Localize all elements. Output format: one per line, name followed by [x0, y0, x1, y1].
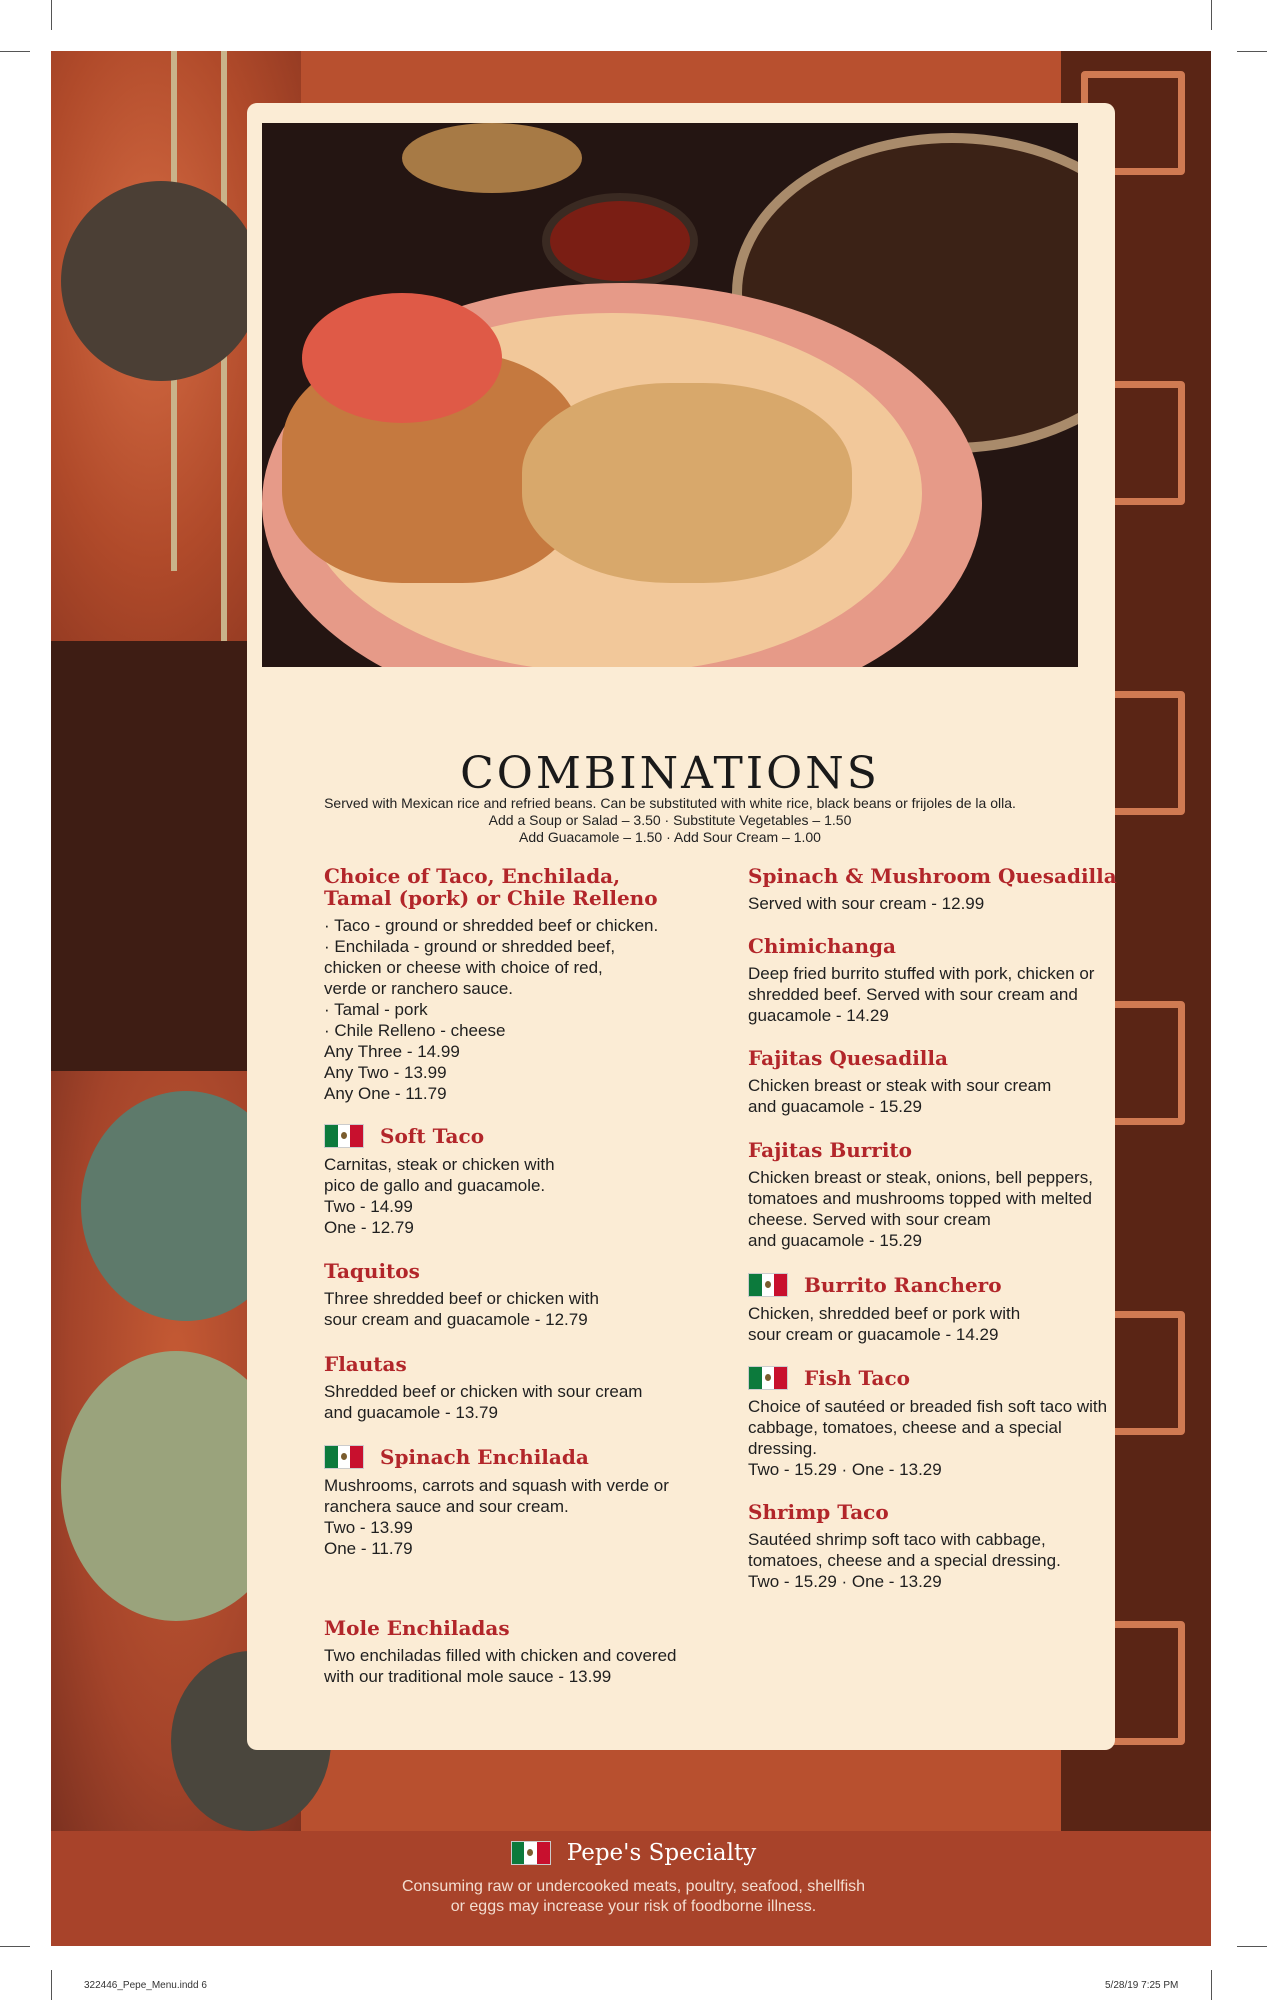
item-title: [324, 1124, 724, 1148]
crop-mark: [1211, 0, 1212, 30]
item-title: [748, 1273, 1148, 1297]
description-line: · Taco - ground or shredded beef or chicken.: [324, 916, 659, 935]
menu-item: [748, 1366, 1148, 1480]
description-line: Chicken, shredded beef or pork with: [748, 1304, 1021, 1323]
crop-mark: [1237, 1946, 1267, 1947]
item-title-line: Choice of Taco, Enchilada,: [324, 864, 621, 888]
description-line: cabbage, tomatoes, cheese and a special: [748, 1418, 1062, 1437]
specialty-legend: [0, 1840, 1267, 1866]
description-line: chicken or cheese with choice of red,: [324, 958, 603, 977]
menu-item: [324, 1617, 724, 1687]
description-line: with our traditional mole sauce - 13.99: [324, 1667, 612, 1686]
crop-mark: [0, 1946, 30, 1947]
item-description: [324, 915, 724, 1104]
mexican-flag-icon: [511, 1841, 551, 1865]
description-line: verde or ranchero sauce.: [324, 979, 513, 998]
description-line: dressing.: [748, 1439, 817, 1458]
description-line: sour cream and guacamole - 12.79: [324, 1310, 588, 1329]
menu-item: [324, 1260, 724, 1330]
item-description: [324, 1154, 724, 1238]
description-line: guacamole - 14.29: [748, 1006, 889, 1025]
combination-plate-photo: [262, 123, 1078, 667]
taco-topping: [302, 293, 502, 423]
menu-item: [324, 1353, 724, 1423]
menu-item: [748, 1501, 1148, 1592]
description-line: · Chile Relleno - cheese: [324, 1021, 506, 1040]
item-description: [324, 1475, 724, 1559]
mexican-flag-icon: [748, 1273, 788, 1297]
item-description: [324, 1645, 724, 1687]
menu-item: [748, 865, 1148, 914]
item-description: [748, 963, 1148, 1026]
crop-mark: [51, 1970, 52, 2000]
price-line: Any One - 11.79: [324, 1084, 447, 1103]
menu-item: [324, 1124, 724, 1238]
section-heading: COMBINATIONS: [460, 748, 880, 799]
disclaimer-line: or eggs may increase your risk of foodborne illness.: [450, 1898, 817, 1915]
salsa-bowl: [542, 193, 698, 289]
item-description: [748, 1303, 1148, 1345]
description-line: sour cream or guacamole - 14.29: [748, 1325, 999, 1344]
item-description: [748, 1396, 1148, 1480]
mexican-flag-icon: [324, 1124, 364, 1148]
item-description: [324, 1288, 724, 1330]
item-description: [748, 893, 1148, 914]
description-line: tomatoes, cheese and a special dressing.: [748, 1551, 1061, 1570]
item-title: [324, 865, 724, 909]
price-line: Two - 15.29 · One - 13.29: [748, 1572, 942, 1591]
item-title: Fajitas Burrito: [748, 1138, 913, 1162]
description-line: Shredded beef or chicken with sour cream: [324, 1382, 643, 1401]
price-line: Any Three - 14.99: [324, 1042, 460, 1061]
description-line: Carnitas, steak or chicken with: [324, 1155, 555, 1174]
item-title-text: Spinach Enchilada: [380, 1445, 589, 1469]
description-line: Served with sour cream - 12.99: [748, 894, 985, 913]
item-title: Spinach & Mushroom Quesadilla: [748, 864, 1117, 888]
specialty-label: Pepe's Specialty: [566, 1840, 757, 1866]
crop-mark: [1211, 1970, 1212, 2000]
price-line: Two - 15.29 · One - 13.29: [748, 1460, 942, 1479]
description-line: Three shredded beef or chicken with: [324, 1289, 599, 1308]
menu-item: [748, 935, 1148, 1026]
menu-item: [324, 1445, 724, 1559]
enchilada: [522, 383, 852, 583]
description-line: Deep fried burrito stuffed with pork, chicken or: [748, 964, 1095, 983]
item-description: [748, 1167, 1148, 1251]
menu-item: [748, 1047, 1148, 1117]
food-safety-disclaimer: [0, 1877, 1267, 1917]
print-slug-date: 5/28/19 7:25 PM: [1105, 1980, 1179, 1991]
menu-item: [748, 1273, 1148, 1345]
item-description: [324, 1381, 724, 1423]
mexican-flag-icon: [324, 1445, 364, 1469]
description-line: pico de gallo and guacamole.: [324, 1176, 546, 1195]
print-slug-file: 322446_Pepe_Menu.indd 6: [84, 1980, 207, 1991]
subheading-line: Add a Soup or Salad – 3.50 · Substitute Vegetables – 1.50: [488, 812, 852, 828]
description-line: shredded beef. Served with sour cream and: [748, 985, 1078, 1004]
crop-mark: [51, 0, 52, 30]
menu-item: [324, 865, 724, 1104]
price-line: Two - 13.99: [324, 1518, 413, 1537]
menu-item: [748, 1139, 1148, 1251]
item-title: [748, 1366, 1148, 1390]
item-title-text: Burrito Ranchero: [804, 1273, 1002, 1297]
price-line: One - 11.79: [324, 1539, 413, 1558]
price-line: Two - 14.99: [324, 1197, 413, 1216]
item-title: [324, 1445, 724, 1469]
description-line: Chicken breast or steak with sour cream: [748, 1076, 1052, 1095]
description-line: cheese. Served with sour cream: [748, 1210, 991, 1229]
clay-pot: [61, 181, 261, 381]
description-line: Choice of sautéed or breaded fish soft taco with: [748, 1397, 1108, 1416]
description-line: Chicken breast or steak, onions, bell peppers,: [748, 1168, 1093, 1187]
description-line: Sautéed shrimp soft taco with cabbage,: [748, 1530, 1046, 1549]
item-title: Shrimp Taco: [748, 1500, 889, 1524]
subheading-line: Served with Mexican rice and refried beans. Can be substituted with white rice, black beans or frijoles de la olla.: [324, 795, 1016, 811]
item-title: Chimichanga: [748, 934, 896, 958]
description-line: and guacamole - 13.79: [324, 1403, 498, 1422]
subheading-line: Add Guacamole – 1.50 · Add Sour Cream – 1.00: [519, 829, 821, 845]
item-title: Taquitos: [324, 1259, 420, 1283]
item-title-line: Tamal (pork) or Chile Relleno: [324, 886, 658, 910]
item-description: [748, 1529, 1148, 1592]
item-description: [748, 1075, 1148, 1117]
description-line: Two enchiladas filled with chicken and covered: [324, 1646, 677, 1665]
item-title: Flautas: [324, 1352, 407, 1376]
crop-mark: [0, 51, 30, 52]
crop-mark: [1237, 51, 1267, 52]
description-line: · Tamal - pork: [324, 1000, 428, 1019]
tortilla-chips: [402, 123, 582, 193]
description-line: ranchera sauce and sour cream.: [324, 1497, 569, 1516]
item-title-text: Soft Taco: [380, 1124, 485, 1148]
section-subheading: [262, 795, 1078, 846]
description-line: · Enchilada - ground or shredded beef,: [324, 937, 616, 956]
price-line: One - 12.79: [324, 1218, 414, 1237]
item-title: Mole Enchiladas: [324, 1616, 510, 1640]
description-line: and guacamole - 15.29: [748, 1097, 922, 1116]
description-line: tomatoes and mushrooms topped with melted: [748, 1189, 1092, 1208]
description-line: and guacamole - 15.29: [748, 1231, 922, 1250]
specialty-title: [0, 1840, 1267, 1866]
disclaimer-line: Consuming raw or undercooked meats, poultry, seafood, shellfish: [401, 1878, 866, 1895]
item-title-text: Fish Taco: [804, 1366, 911, 1390]
price-line: Any Two - 13.99: [324, 1063, 447, 1082]
item-title: Fajitas Quesadilla: [748, 1046, 948, 1070]
description-line: Mushrooms, carrots and squash with verde or: [324, 1476, 669, 1495]
mexican-flag-icon: [748, 1366, 788, 1390]
